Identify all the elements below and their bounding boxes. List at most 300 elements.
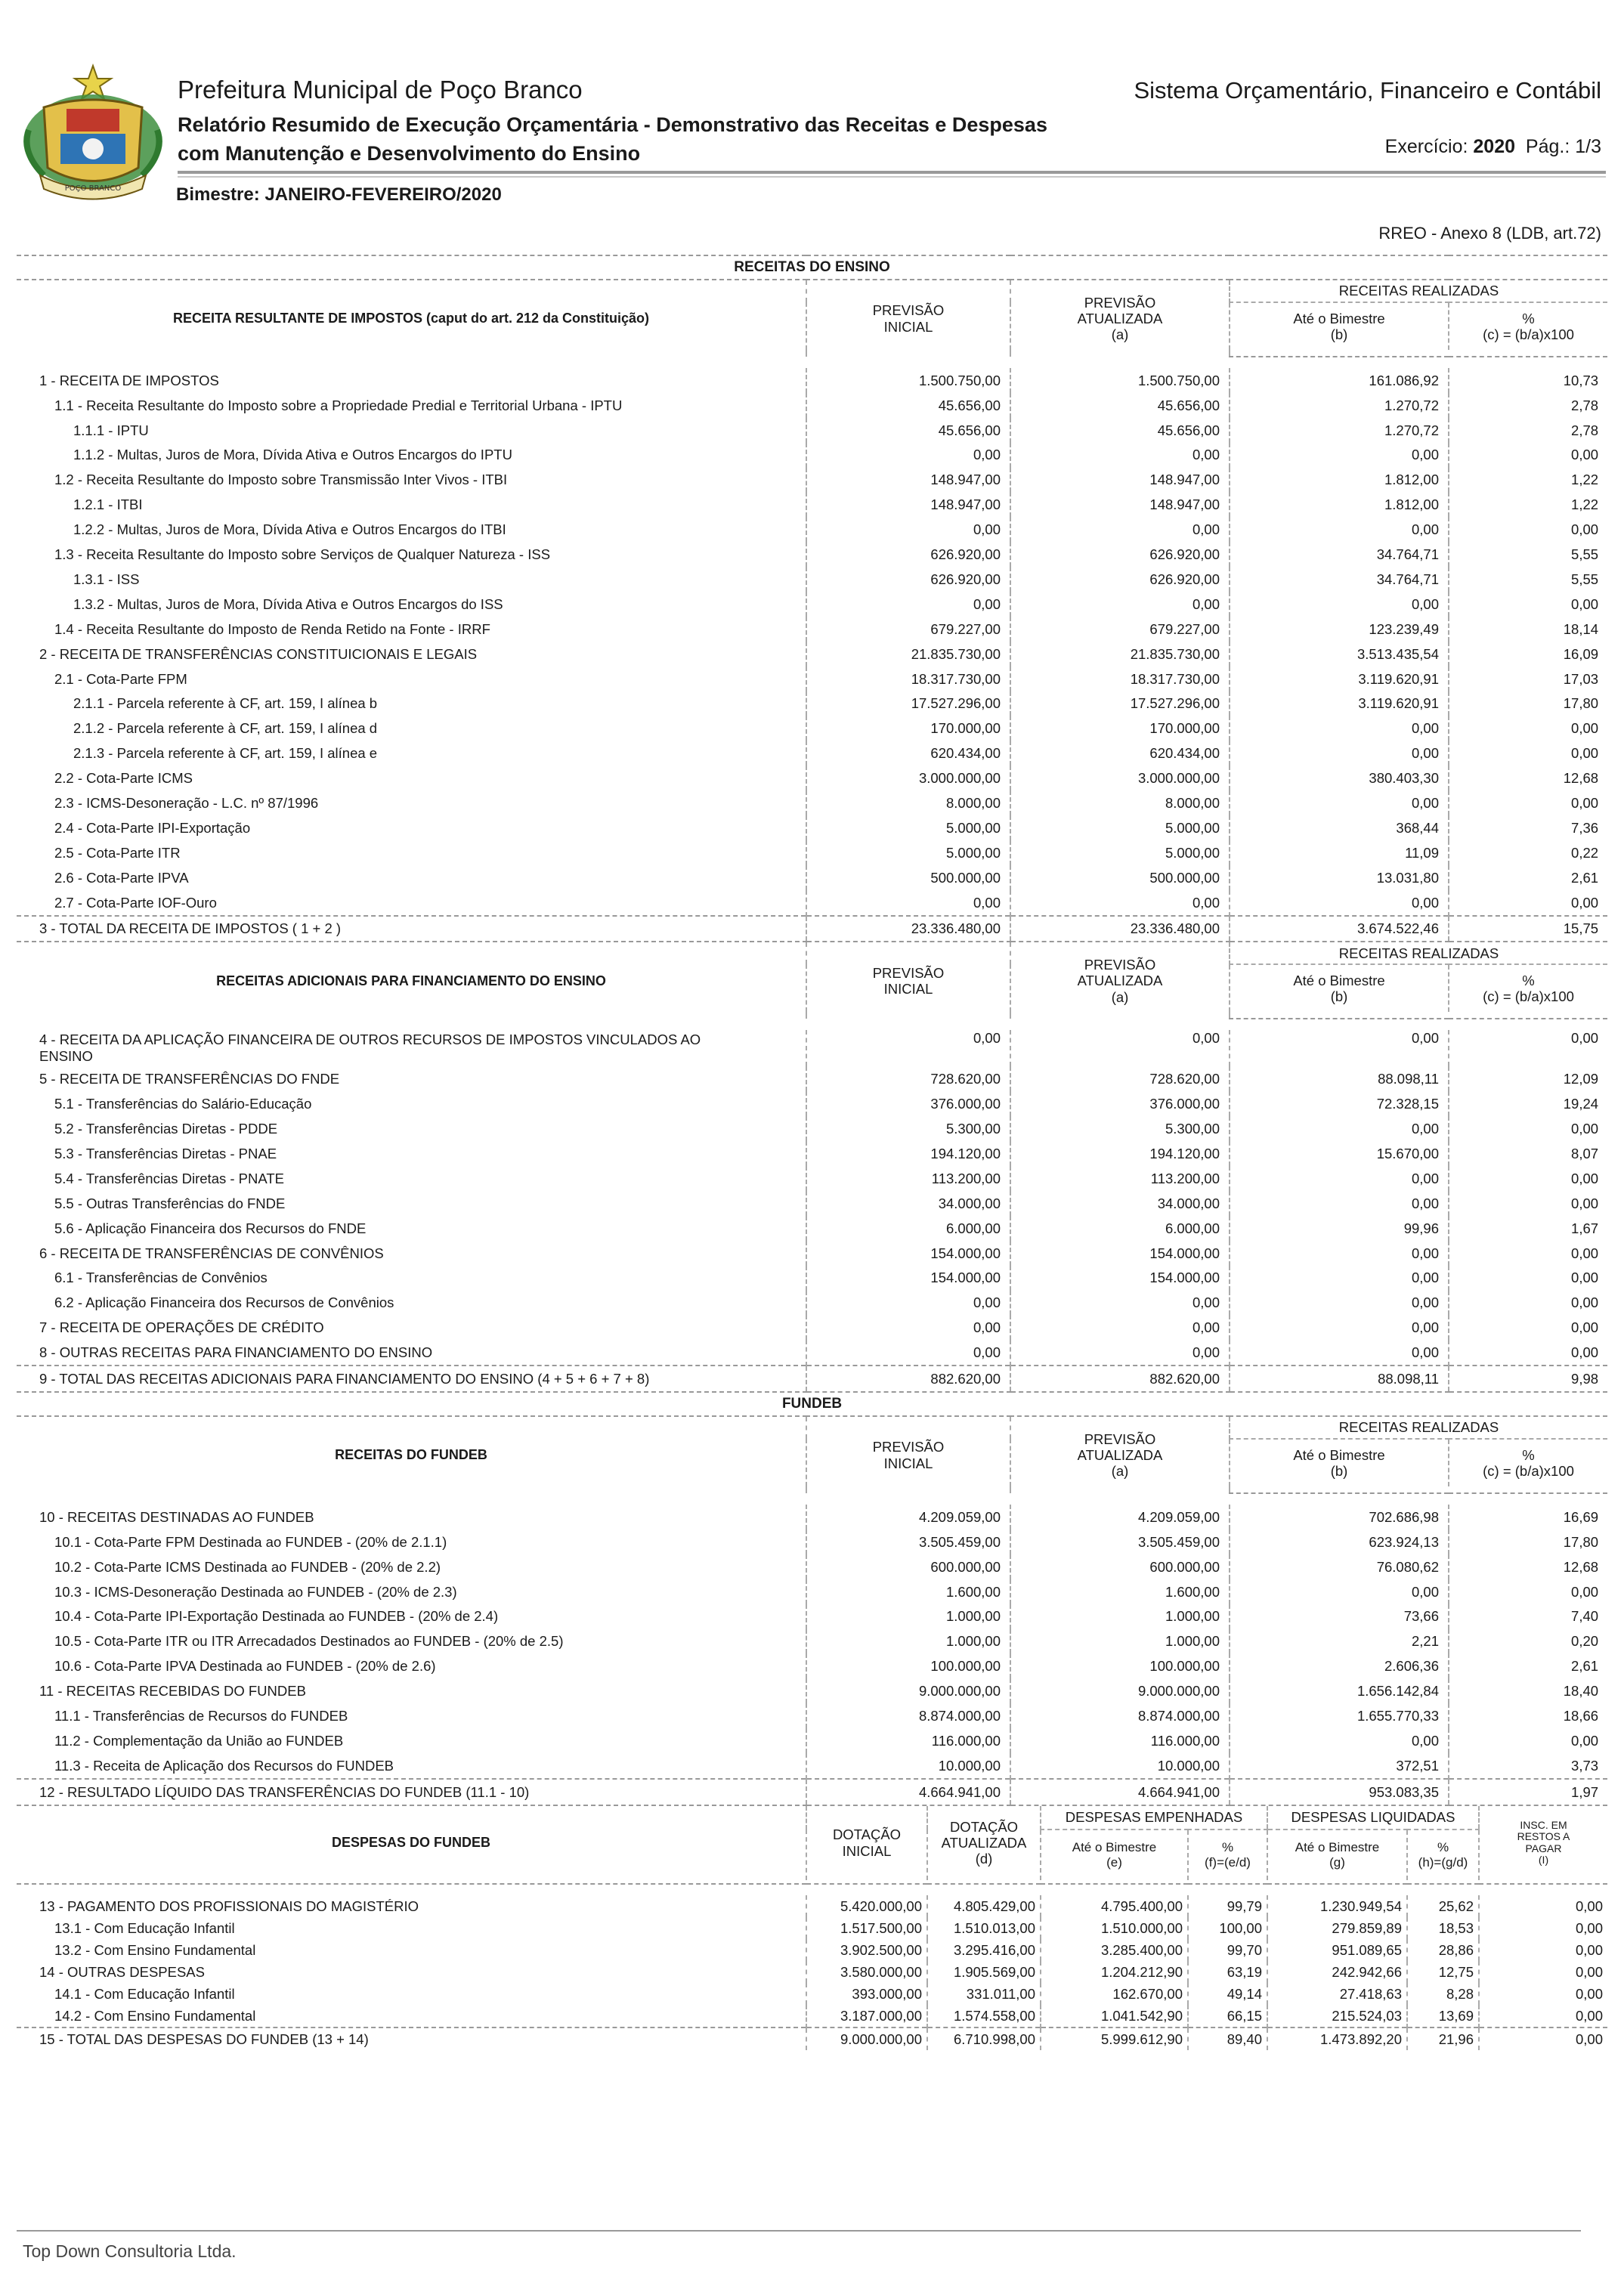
previsao-atualizada-value: 3.505.459,00 [1010, 1529, 1230, 1554]
table-row [17, 840, 1607, 865]
previsao-atualizada-value: 148.947,00 [1010, 492, 1230, 517]
previsao-atualizada-value: 5.300,00 [1010, 1116, 1230, 1141]
row-label: 2.6 - Cota-Parte IPVA [54, 869, 189, 886]
header-ate-bimestre [1230, 1439, 1449, 1486]
row-label: 10.6 - Cota-Parte IPVA Destinada ao FUNDEB - (20% de 2.6) [54, 1658, 436, 1675]
header-previsao-inicial [806, 1416, 1010, 1493]
previsao-atualizada-value: 376.000,00 [1010, 1091, 1230, 1116]
percent-value: 0,00 [1449, 1315, 1607, 1340]
realizada-value: 34.764,71 [1230, 542, 1449, 567]
realizada-value: 0,00 [1230, 517, 1449, 542]
section-fundeb-title: FUNDEB [17, 1392, 1607, 1416]
realizada-value: 3.119.620,91 [1230, 667, 1449, 691]
block-receitas-fundeb-header [17, 1416, 1607, 1439]
header-text: PREVISÃO [1084, 957, 1156, 973]
row-label: 2.1.1 - Parcela referente à CF, art. 159, I alínea b [73, 695, 378, 712]
table-row [17, 2005, 1607, 2027]
previsao-atualizada-value: 0,00 [1010, 517, 1230, 542]
realizada-value: 88.098,11 [1230, 1066, 1449, 1091]
previsao-inicial-value: 154.000,00 [806, 1241, 1010, 1266]
spacer-row [17, 1019, 1607, 1030]
restos-a-pagar-value: 0,00 [1479, 2027, 1607, 2050]
previsao-inicial-value: 6.000,00 [806, 1216, 1010, 1241]
realizada-value: 72.328,15 [1230, 1091, 1449, 1116]
total-row [17, 1366, 1607, 1392]
row-label: 3 - TOTAL DA RECEITA DE IMPOSTOS ( 1 + 2 ) [17, 916, 806, 942]
previsao-inicial-value: 5.300,00 [806, 1116, 1010, 1141]
percent-value: 19,24 [1449, 1091, 1607, 1116]
liquidada-percent-value: 28,86 [1407, 1939, 1479, 1961]
header-text: PREVISÃO [1084, 294, 1156, 311]
realizada-value: 3.674.522,46 [1230, 916, 1449, 942]
row-label: 5.1 - Transferências do Salário-Educação [54, 1096, 312, 1112]
percent-value: 2,78 [1449, 393, 1607, 418]
previsao-atualizada-value: 154.000,00 [1010, 1266, 1230, 1291]
row-label: 10 - RECEITAS DESTINADAS AO FUNDEB [39, 1508, 314, 1525]
header-text: ATUALIZADA [941, 1835, 1027, 1851]
empenhada-value: 1.510.000,00 [1041, 1917, 1188, 1939]
header-text: % [1437, 1840, 1449, 1855]
empenhada-value: 5.999.612,90 [1041, 2027, 1188, 2050]
table-row [17, 1091, 1607, 1116]
row-label: 2.1 - Cota-Parte FPM [54, 670, 187, 687]
previsao-atualizada-value: 5.000,00 [1010, 815, 1230, 840]
spacer-cell [17, 357, 1607, 368]
previsao-inicial-value: 21.835.730,00 [806, 642, 1010, 667]
row-label: 14.2 - Com Ensino Fundamental [54, 2007, 256, 2024]
expenses-column-title: DESPESAS DO FUNDEB [331, 1835, 491, 1851]
realizada-value: 88.098,11 [1230, 1366, 1449, 1392]
percent-value: 0,00 [1449, 1291, 1607, 1316]
table-row [17, 1166, 1607, 1191]
table-row [17, 1917, 1607, 1939]
table-row [17, 1728, 1607, 1753]
row-label: 9 - TOTAL DAS RECEITAS ADICIONAIS PARA FINANCIAMENTO DO ENSINO (4 + 5 + 6 + 7 + 8) [17, 1366, 806, 1392]
percent-value: 0,00 [1449, 1116, 1607, 1141]
table-row [17, 1191, 1607, 1216]
realizada-value: 0,00 [1230, 592, 1449, 617]
previsao-inicial-value: 17.527.296,00 [806, 691, 1010, 716]
percent-value: 18,40 [1449, 1678, 1607, 1703]
table-row [17, 1895, 1607, 1917]
row-label: 14 - OUTRAS DESPESAS [39, 1963, 205, 1980]
block-impostos-column-title: RECEITA RESULTANTE DE IMPOSTOS (caput do art. 212 da Constituição) [172, 311, 650, 326]
percent-value: 12,68 [1449, 766, 1607, 790]
previsao-inicial-value: 4.209.059,00 [806, 1505, 1010, 1529]
previsao-atualizada-value: 1.500.750,00 [1010, 368, 1230, 393]
previsao-atualizada-value: 0,00 [1010, 1340, 1230, 1366]
dotacao-atualizada-value: 1.574.558,00 [927, 2005, 1041, 2027]
table-row [17, 1604, 1607, 1629]
row-label: 1.2.1 - ITBI [73, 496, 143, 513]
dotacao-atualizada-value: 4.805.429,00 [927, 1895, 1041, 1917]
previsao-atualizada-value: 620.434,00 [1010, 741, 1230, 766]
value-cell: 0,00 [1230, 1030, 1449, 1066]
header-spacer [1230, 1012, 1607, 1019]
table-row [17, 617, 1607, 642]
row-label: 2.7 - Cota-Parte IOF-Ouro [54, 894, 217, 911]
row-label: 1.3.1 - ISS [73, 571, 140, 587]
previsao-inicial-value: 45.656,00 [806, 418, 1010, 443]
header-text: (a) [1111, 988, 1129, 1005]
row-label: 2.1.2 - Parcela referente à CF, art. 159, I alínea d [73, 720, 378, 737]
previsao-atualizada-value: 9.000.000,00 [1010, 1678, 1230, 1703]
dotacao-atualizada-value: 1.510.013,00 [927, 1917, 1041, 1939]
header-text: DOTAÇÃO [949, 1818, 1019, 1835]
header-text: % [1522, 973, 1535, 989]
header-percent [1449, 1439, 1607, 1486]
header-text: (c) = (b/a)x100 [1483, 1463, 1574, 1480]
table-row [17, 815, 1607, 840]
block-adicionais-column-title: RECEITAS ADICIONAIS PARA FINANCIAMENTO DO ENSINO [216, 973, 606, 988]
header-text: RESTOS A [1517, 1830, 1570, 1843]
table-row [17, 1505, 1607, 1529]
percent-value: 8,07 [1449, 1141, 1607, 1166]
liquidada-percent-value: 8,28 [1407, 1983, 1479, 2005]
previsao-inicial-value: 148.947,00 [806, 468, 1010, 493]
percent-value: 2,61 [1449, 1653, 1607, 1678]
exercise-page-info [1385, 136, 1601, 158]
realizada-value: 953.083,35 [1230, 1779, 1449, 1805]
realizada-value: 0,00 [1230, 1579, 1449, 1604]
realizada-value: 0,00 [1230, 890, 1449, 916]
previsao-inicial-value: 600.000,00 [806, 1554, 1010, 1579]
header-percent-h [1407, 1830, 1479, 1880]
table-row [17, 517, 1607, 542]
percent-value: 0,00 [1449, 443, 1607, 468]
previsao-atualizada-value: 4.664.941,00 [1010, 1779, 1230, 1805]
expenses-header [17, 1806, 1607, 1830]
previsao-inicial-value: 626.920,00 [806, 542, 1010, 567]
dotacao-inicial-value: 5.420.000,00 [806, 1895, 927, 1917]
previsao-inicial-value: 1.000,00 [806, 1604, 1010, 1629]
previsao-inicial-value: 8.000,00 [806, 790, 1010, 815]
percent-value: 5,55 [1449, 542, 1607, 567]
table-row [17, 443, 1607, 468]
row-label: 2.2 - Cota-Parte ICMS [54, 770, 193, 787]
table-row [17, 1554, 1607, 1579]
block-receitas-fundeb-column-title: RECEITAS DO FUNDEB [335, 1447, 487, 1463]
row-label: 14.1 - Com Educação Infantil [54, 1985, 235, 2002]
previsao-inicial-value: 620.434,00 [806, 741, 1010, 766]
table-row [17, 691, 1607, 716]
row-label: 1.3 - Receita Resultante do Imposto sobre Serviços de Qualquer Natureza - ISS [54, 546, 551, 563]
previsao-inicial-value: 113.200,00 [806, 1166, 1010, 1191]
empenhada-percent-value: 99,79 [1188, 1895, 1267, 1917]
previsao-atualizada-value: 18.317.730,00 [1010, 667, 1230, 691]
table-row [17, 1291, 1607, 1316]
previsao-atualizada-value: 34.000,00 [1010, 1191, 1230, 1216]
percent-value: 1,22 [1449, 468, 1607, 493]
previsao-inicial-value: 882.620,00 [806, 1366, 1010, 1392]
row-label: 11.3 - Receita de Aplicação dos Recursos do FUNDEB [54, 1757, 394, 1774]
percent-value: 9,98 [1449, 1366, 1607, 1392]
row-label: 10.3 - ICMS-Desoneração Destinada ao FUNDEB - (20% de 2.3) [54, 1583, 457, 1600]
header-divider [178, 171, 1606, 174]
row-label: 5.5 - Outras Transferências do FNDE [54, 1195, 286, 1211]
percent-value: 0,00 [1449, 1266, 1607, 1291]
header-text: Até o Bimestre [1293, 973, 1385, 989]
page-number: Pág.: 1/3 [1525, 136, 1601, 157]
table-row [17, 1315, 1607, 1340]
liquidada-percent-value: 21,96 [1407, 2027, 1479, 2050]
liquidada-value: 215.524,03 [1267, 2005, 1407, 2027]
header-text: (g) [1329, 1854, 1345, 1870]
realizada-value: 623.924,13 [1230, 1529, 1449, 1554]
previsao-atualizada-value: 10.000,00 [1010, 1753, 1230, 1779]
previsao-atualizada-value: 113.200,00 [1010, 1166, 1230, 1191]
previsao-atualizada-value: 6.000,00 [1010, 1216, 1230, 1241]
realizada-value: 2,21 [1230, 1629, 1449, 1654]
realizada-value: 73,66 [1230, 1604, 1449, 1629]
percent-value: 3,73 [1449, 1753, 1607, 1779]
table-row [17, 890, 1607, 916]
previsao-inicial-value: 0,00 [806, 890, 1010, 916]
realizada-value: 3.513.435,54 [1230, 642, 1449, 667]
previsao-atualizada-value: 45.656,00 [1010, 393, 1230, 418]
previsao-atualizada-value: 21.835.730,00 [1010, 642, 1230, 667]
realizada-value: 1.656.142,84 [1230, 1678, 1449, 1703]
header-text: % [1221, 1840, 1234, 1855]
previsao-atualizada-value: 0,00 [1010, 443, 1230, 468]
header-percent-f [1188, 1830, 1267, 1880]
percent-value: 0,00 [1449, 517, 1607, 542]
previsao-atualizada-value: 116.000,00 [1010, 1728, 1230, 1753]
previsao-atualizada-value: 194.120,00 [1010, 1141, 1230, 1166]
previsao-atualizada-value: 626.920,00 [1010, 567, 1230, 592]
previsao-atualizada-value: 1.000,00 [1010, 1629, 1230, 1654]
percent-value: 17,03 [1449, 667, 1607, 691]
table-row [17, 1629, 1607, 1654]
percent-value: 12,68 [1449, 1554, 1607, 1579]
percent-value: 18,14 [1449, 617, 1607, 642]
header-text: PREVISÃO [1084, 1431, 1156, 1447]
liquidada-value: 242.942,66 [1267, 1961, 1407, 1983]
previsao-atualizada-value: 882.620,00 [1010, 1366, 1230, 1392]
percent-value: 0,00 [1449, 741, 1607, 766]
row-label: 1.1 - Receita Resultante do Imposto sobre a Propriedade Predial e Territorial Urbana - IPTU [54, 397, 623, 413]
percent-value: 0,00 [1449, 1241, 1607, 1266]
row-label: 11 - RECEITAS RECEBIDAS DO FUNDEB [39, 1683, 306, 1700]
table-row [17, 1961, 1607, 1983]
row-label: 5.3 - Transferências Diretas - PNAE [54, 1145, 277, 1161]
percent-value: 16,69 [1449, 1505, 1607, 1529]
dotacao-atualizada-value: 331.011,00 [927, 1983, 1041, 2005]
header-previsao-inicial [806, 280, 1010, 357]
table-row [17, 790, 1607, 815]
percent-value: 0,22 [1449, 840, 1607, 865]
spacer-cell [17, 1493, 1607, 1505]
previsao-inicial-value: 500.000,00 [806, 865, 1010, 890]
realizada-value: 76.080,62 [1230, 1554, 1449, 1579]
empenhada-percent-value: 100,00 [1188, 1917, 1267, 1939]
row-label: 11.2 - Complementação da União ao FUNDEB [54, 1732, 344, 1749]
row-label: 10.2 - Cota-Parte ICMS Destinada ao FUNDEB - (20% de 2.2) [54, 1558, 441, 1575]
block-impostos-header [17, 280, 1607, 302]
row-label: 6.2 - Aplicação Financeira dos Recursos de Convênios [54, 1294, 394, 1311]
report-header [0, 0, 1624, 242]
realizada-value: 123.239,49 [1230, 617, 1449, 642]
previsao-inicial-value: 170.000,00 [806, 716, 1010, 741]
header-text: (e) [1106, 1854, 1122, 1870]
table-row [17, 492, 1607, 517]
liquidada-percent-value: 18,53 [1407, 1917, 1479, 1939]
header-ate-bimestre [1230, 302, 1449, 350]
header-text: Até o Bimestre [1295, 1840, 1380, 1855]
previsao-inicial-value: 9.000.000,00 [806, 1678, 1010, 1703]
realizada-value: 99,96 [1230, 1216, 1449, 1241]
row-label: 2.4 - Cota-Parte IPI-Exportação [54, 819, 251, 836]
block-adicionais-header [17, 942, 1607, 964]
header-ate-bimestre [1230, 964, 1449, 1012]
previsao-inicial-value: 3.505.459,00 [806, 1529, 1010, 1554]
empenhada-percent-value: 49,14 [1188, 1983, 1267, 2005]
table-row [17, 667, 1607, 691]
previsao-atualizada-value: 500.000,00 [1010, 865, 1230, 890]
previsao-inicial-value: 154.000,00 [806, 1266, 1010, 1291]
percent-value: 0,00 [1449, 890, 1607, 916]
restos-a-pagar-value: 0,00 [1479, 1983, 1607, 2005]
section-receitas-do-ensino [17, 255, 1607, 280]
dotacao-inicial-value: 3.580.000,00 [806, 1961, 927, 1983]
previsao-inicial-value: 5.000,00 [806, 815, 1010, 840]
previsao-inicial-value: 0,00 [806, 517, 1010, 542]
realizada-value: 0,00 [1230, 1191, 1449, 1216]
table-row [17, 741, 1607, 766]
table-row [17, 1216, 1607, 1241]
liquidada-percent-value: 13,69 [1407, 2005, 1479, 2027]
value-cell: 0,00 [806, 1030, 1010, 1066]
realizada-value: 0,00 [1230, 1166, 1449, 1191]
percent-value: 1,67 [1449, 1216, 1607, 1241]
percent-value: 0,00 [1449, 1728, 1607, 1753]
previsao-atualizada-value: 3.000.000,00 [1010, 766, 1230, 790]
dotacao-inicial-value: 3.187.000,00 [806, 2005, 927, 2027]
previsao-inicial-value: 1.500.750,00 [806, 368, 1010, 393]
header-text: INICIAL [883, 318, 933, 335]
previsao-atualizada-value: 5.000,00 [1010, 840, 1230, 865]
dotacao-atualizada-value: 6.710.998,00 [927, 2027, 1041, 2050]
realizada-value: 0,00 [1230, 1315, 1449, 1340]
realizada-value: 0,00 [1230, 1291, 1449, 1316]
spacer-row [17, 1884, 1607, 1895]
dotacao-atualizada-value: 3.295.416,00 [927, 1939, 1041, 1961]
table-row [17, 1241, 1607, 1266]
header-spacer [1230, 350, 1607, 357]
realizada-value: 0,00 [1230, 1116, 1449, 1141]
empenhada-percent-value: 63,19 [1188, 1961, 1267, 1983]
previsao-inicial-value: 10.000,00 [806, 1753, 1010, 1779]
previsao-inicial-value: 679.227,00 [806, 617, 1010, 642]
header-previsao-atualizada [1010, 280, 1230, 357]
liquidada-value: 1.230.949,54 [1267, 1895, 1407, 1917]
header-text: (b) [1330, 326, 1348, 342]
header-text: ATUALIZADA [1077, 973, 1163, 989]
liquidada-value: 1.473.892,20 [1267, 2027, 1407, 2050]
spacer-row [17, 357, 1607, 368]
previsao-atualizada-value: 170.000,00 [1010, 716, 1230, 741]
table-row [17, 1579, 1607, 1604]
realizada-value: 1.812,00 [1230, 468, 1449, 493]
empenhada-value: 162.670,00 [1041, 1983, 1188, 2005]
realizada-value: 0,00 [1230, 1266, 1449, 1291]
row-label: 2.1.3 - Parcela referente à CF, art. 159, I alínea e [73, 745, 378, 762]
report-title-line1: Relatório Resumido de Execução Orçamentária - Demonstrativo das Receitas e Despesas [178, 113, 1047, 136]
svg-text:POÇO BRANCO: POÇO BRANCO [64, 184, 122, 193]
previsao-atualizada-value: 100.000,00 [1010, 1653, 1230, 1678]
row-label: 10.5 - Cota-Parte ITR ou ITR Arrecadados Destinados ao FUNDEB - (20% de 2.5) [54, 1633, 564, 1650]
row-label: 1 - RECEITA DE IMPOSTOS [39, 372, 219, 388]
liquidada-value: 27.418,63 [1267, 1983, 1407, 2005]
previsao-atualizada-value: 17.527.296,00 [1010, 691, 1230, 716]
dotacao-inicial-value: 9.000.000,00 [806, 2027, 927, 2050]
header-text: PAGAR [1525, 1842, 1562, 1854]
previsao-atualizada-value: 626.920,00 [1010, 542, 1230, 567]
realizada-value: 34.764,71 [1230, 567, 1449, 592]
previsao-inicial-value: 34.000,00 [806, 1191, 1010, 1216]
previsao-inicial-value: 0,00 [806, 1291, 1010, 1316]
row-label: 2.5 - Cota-Parte ITR [54, 844, 181, 861]
previsao-atualizada-value: 4.209.059,00 [1010, 1505, 1230, 1529]
previsao-atualizada-value: 23.336.480,00 [1010, 916, 1230, 942]
empenhada-percent-value: 66,15 [1188, 2005, 1267, 2027]
row-label: 12 - RESULTADO LÍQUIDO DAS TRANSFERÊNCIAS DO FUNDEB (11.1 - 10) [17, 1779, 806, 1805]
table-row [17, 716, 1607, 741]
header-text: Até o Bimestre [1072, 1840, 1157, 1855]
row-label: 2 - RECEITA DE TRANSFERÊNCIAS CONSTITUICIONAIS E LEGAIS [39, 645, 478, 662]
dotacao-inicial-value: 393.000,00 [806, 1983, 927, 2005]
row-label: 6.1 - Transferências de Convênios [54, 1270, 268, 1286]
table-row [17, 368, 1607, 393]
row-label: 1.1.2 - Multas, Juros de Mora, Dívida Ativa e Outros Encargos do IPTU [73, 447, 512, 463]
header-text: PREVISÃO [872, 302, 945, 319]
table-row [17, 642, 1607, 667]
table-row [17, 1141, 1607, 1166]
previsao-inicial-value: 0,00 [806, 443, 1010, 468]
restos-a-pagar-value: 0,00 [1479, 2005, 1607, 2027]
realizada-value: 2.606,36 [1230, 1653, 1449, 1678]
header-text: (f)=(e/d) [1205, 1854, 1251, 1870]
spacer-row [17, 1493, 1607, 1505]
row-label: 5.4 - Transferências Diretas - PNATE [54, 1170, 284, 1186]
realizada-value: 11,09 [1230, 840, 1449, 865]
percent-value: 1,22 [1449, 492, 1607, 517]
fundeb-expenses-table [17, 1806, 1607, 2050]
realizada-value: 1.270,72 [1230, 418, 1449, 443]
row-label: 13 - PAGAMENTO DOS PROFISSIONAIS DO MAGISTÉRIO [39, 1898, 419, 1914]
previsao-inicial-value: 23.336.480,00 [806, 916, 1010, 942]
table-row [17, 1066, 1607, 1091]
table-row [17, 865, 1607, 890]
realizada-value: 0,00 [1230, 1340, 1449, 1366]
header-despesas-empenhadas: DESPESAS EMPENHADAS [1041, 1806, 1267, 1830]
header-text: (d) [975, 1851, 993, 1867]
previsao-atualizada-value: 0,00 [1010, 890, 1230, 916]
table-row [17, 1529, 1607, 1554]
row-label: 1.1.1 - IPTU [73, 422, 149, 438]
previsao-atualizada-value: 1.600,00 [1010, 1579, 1230, 1604]
row-label: 15 - TOTAL DAS DESPESAS DO FUNDEB (13 + 14) [17, 2027, 806, 2050]
system-name: Sistema Orçamentário, Financeiro e Contábil [1134, 77, 1601, 104]
table-row [17, 592, 1607, 617]
previsao-inicial-value: 3.000.000,00 [806, 766, 1010, 790]
previsao-atualizada-value: 600.000,00 [1010, 1554, 1230, 1579]
previsao-atualizada-value: 0,00 [1010, 1315, 1230, 1340]
bimestre-label: Bimestre: JANEIRO-FEVEREIRO/2020 [176, 184, 502, 205]
header-percent [1449, 302, 1607, 350]
header-previsao-inicial [806, 942, 1010, 1019]
row-label: 1.3.2 - Multas, Juros de Mora, Dívida Ativa e Outros Encargos do ISS [73, 595, 503, 612]
